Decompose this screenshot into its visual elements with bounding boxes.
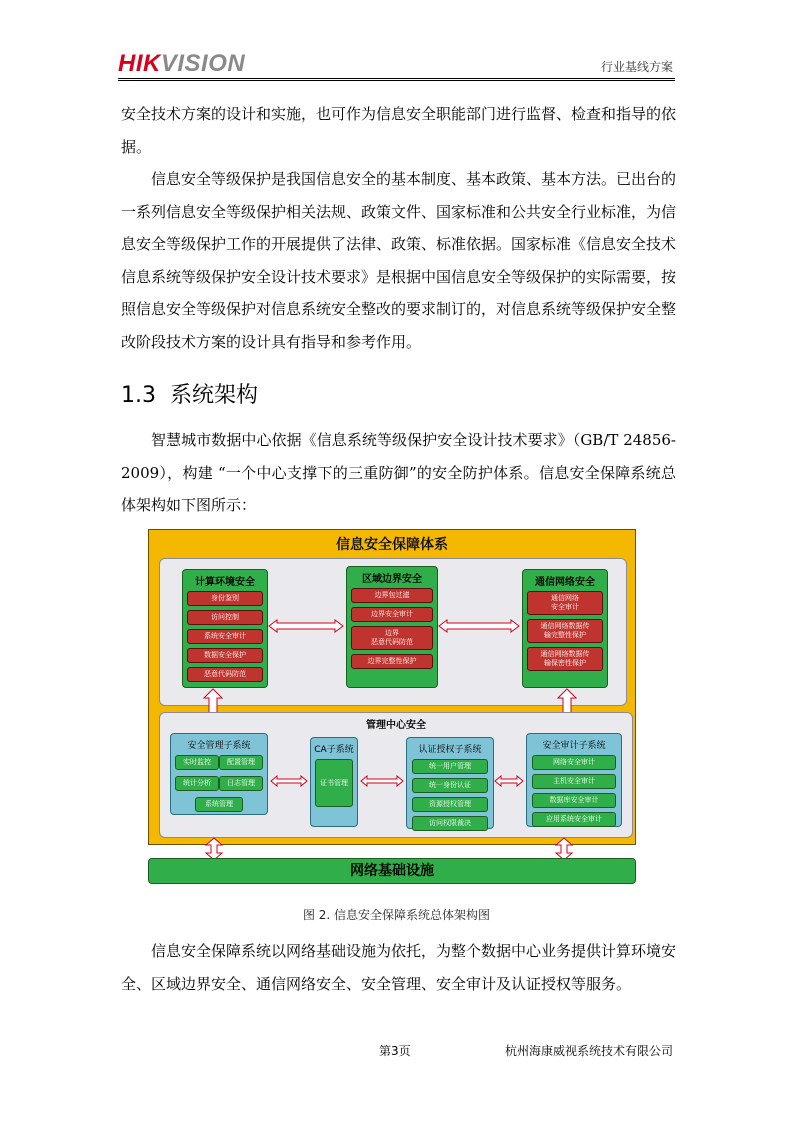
compute-item: 系统安全审计 xyxy=(187,629,263,644)
secmgmt-row xyxy=(175,755,263,770)
network-security-title: 通信网络安全 xyxy=(535,577,595,588)
auth-item: 资源授权管理 xyxy=(412,797,488,812)
network-item: 通信网络数据传 输保密性保护 xyxy=(527,647,603,671)
audit-title: 安全审计子系统 xyxy=(542,741,606,751)
compute-item: 访问控制 xyxy=(187,610,263,625)
security-management-subsystem xyxy=(170,733,268,815)
management-title: 管理中心安全 xyxy=(366,720,426,731)
auth-item: 访问权限裁决 xyxy=(412,816,488,831)
section-title: 系统架构 xyxy=(170,383,259,408)
secmgmt-item: 配置管理 xyxy=(219,755,263,770)
double-arrow-icon xyxy=(494,775,524,787)
logo-vision: VISION xyxy=(160,50,246,77)
secmgmt-item: 日志管理 xyxy=(219,776,263,791)
auth-title: 认证授权子系统 xyxy=(418,745,482,755)
double-arrow-icon xyxy=(268,619,344,633)
section-heading xyxy=(121,378,258,409)
double-arrow-icon xyxy=(270,775,308,787)
auth-subsystem xyxy=(406,737,494,829)
secmgmt-item: 统计分析 xyxy=(175,776,219,791)
audit-item: 数据库安全审计 xyxy=(532,793,616,808)
ca-item: 证书管理 xyxy=(315,759,353,807)
compute-item: 数据安全保护 xyxy=(187,648,263,663)
paragraph-4: 信息安全保障系统以网络基础设施为依托，为整个数据中心业务提供计算环境安全、区域边界安全、通信网络安全、安全管理、安全审计及认证授权等服务。 xyxy=(121,942,677,993)
audit-item: 应用系统安全审计 xyxy=(532,812,616,827)
compute-item: 恶意代码防范 xyxy=(187,667,263,682)
figure-caption: 图 2. 信息安全保障系统总体架构图 xyxy=(302,908,491,922)
boundary-security-box xyxy=(346,566,438,688)
header-rule-secondary xyxy=(118,80,675,81)
security-management-title: 安全管理子系统 xyxy=(187,741,251,751)
hikvision-logo xyxy=(118,52,245,76)
paragraph-1: 安全技术方案的设计和实施，也可作为信息安全职能部门进行监督、检查和指导的依据。 xyxy=(121,105,677,156)
security-system-frame xyxy=(148,529,636,845)
boundary-item: 边界 恶意代码防范 xyxy=(351,626,433,650)
header-rule xyxy=(118,78,675,79)
management-panel xyxy=(159,712,633,838)
ca-title: CA子系统 xyxy=(314,745,354,755)
audit-item: 主机安全审计 xyxy=(532,774,616,789)
network-security-box xyxy=(522,569,608,688)
network-item: 通信网络数据传 输完整性保护 xyxy=(527,619,603,643)
section-number: 1.3 xyxy=(121,383,156,408)
double-arrow-icon xyxy=(438,619,520,633)
logo-hik: HIK xyxy=(118,50,161,77)
paragraph-3: 智慧城市数据中心依据《信息系统等级保护安全设计技术要求》（GB/T 24856-2009），构建 “一个中心支撑下的三重防御”的安全防护体系。信息安全保障系统总体架构如下图所示： xyxy=(121,431,676,514)
compute-item: 身份鉴别 xyxy=(187,591,263,606)
double-arrow-icon xyxy=(360,775,404,787)
ca-subsystem xyxy=(310,737,358,827)
defense-panel xyxy=(159,558,627,706)
secmgmt-item: 系统管理 xyxy=(195,797,243,812)
boundary-item: 边界包过滤 xyxy=(351,588,433,603)
compute-security-title: 计算环境安全 xyxy=(195,577,255,588)
footer-page-number: 第3页 xyxy=(379,1044,411,1058)
boundary-security-title: 区域边界安全 xyxy=(362,574,422,585)
compute-security-box xyxy=(182,569,268,688)
audit-item: 网络安全审计 xyxy=(532,755,616,770)
auth-item: 统一用户管理 xyxy=(412,759,488,774)
secmgmt-item: 实时监控 xyxy=(175,755,219,770)
paragraph-2: 信息安全等级保护是我国信息安全的基本制度、基本政策、基本方法。已出台的一系列信息安全等级保护相关法规、政策文件、国家标准和公共安全行业标准，为信息安全等级保护工作的开展提供了法律、政策、标准依据。国家标准《信息安全技术 信息系统等级保护安全设计技术要求》是根据中国信息安全等级保护的实际需要，按照信息安全等级保护对信息系统安全整改的要求制订的，对信息系统等级保护安全整改阶段技术方案的设计具有指导和参考作用。 xyxy=(121,170,677,351)
audit-subsystem xyxy=(526,733,622,827)
architecture-diagram xyxy=(146,527,639,889)
network-item: 通信网络 安全审计 xyxy=(527,591,603,615)
network-infrastructure-bar: 网络基础设施 xyxy=(148,858,636,884)
header-doc-type: 行业基线方案 xyxy=(600,60,673,74)
footer-company: 杭州海康威视系统技术有限公司 xyxy=(504,1044,673,1058)
boundary-item: 边界完整性保护 xyxy=(351,654,433,669)
auth-item: 统一身份认证 xyxy=(412,778,488,793)
diagram-title: 信息安全保障体系 xyxy=(336,537,448,553)
boundary-item: 边界安全审计 xyxy=(351,607,433,622)
secmgmt-row xyxy=(175,776,263,791)
